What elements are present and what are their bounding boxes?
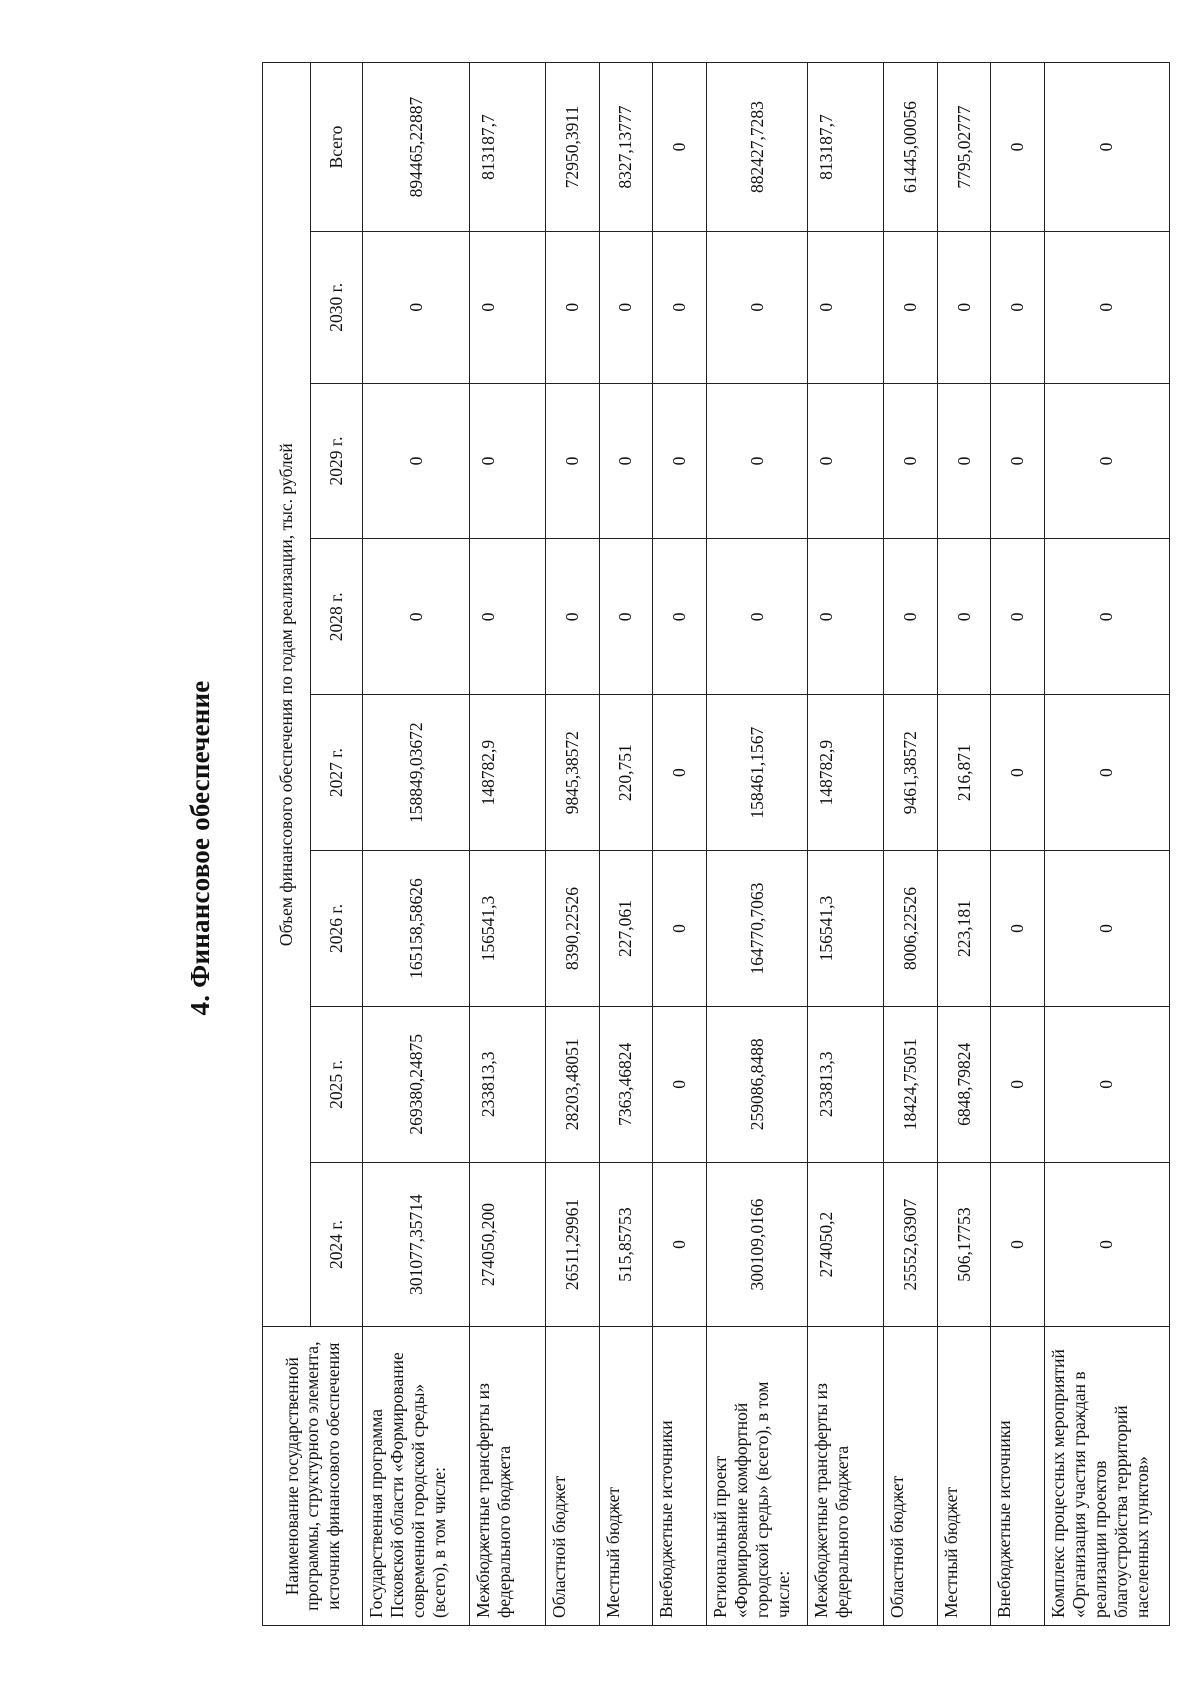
cell-value: 0 [1044, 539, 1169, 695]
table-row [653, 63, 707, 1626]
cell-value: 25552,63907 [884, 1162, 938, 1327]
table-body [363, 63, 1170, 1626]
cell-total: 72950,3911 [546, 63, 600, 232]
section-title: 4. Финансовое обеспечение [185, 680, 215, 1016]
cell-value: 165158,58626 [363, 851, 470, 1007]
cell-value: 274050,2 [808, 1162, 884, 1327]
cell-value: 0 [363, 383, 470, 539]
cell-value: 0 [884, 383, 938, 539]
cell-value: 0 [363, 539, 470, 695]
header-group-title: Объем финансового обеспечения по годам реализации, тыс. рублей [263, 63, 311, 1327]
cell-value: 0 [1044, 695, 1169, 851]
row-source-name: Межбюджетные трансферты из федерального бюджета [808, 1327, 884, 1626]
cell-value: 0 [653, 851, 707, 1007]
cell-value: 0 [653, 232, 707, 384]
cell-value: 0 [808, 383, 884, 539]
cell-value: 515,85753 [599, 1162, 653, 1327]
cell-total: 813187,7 [808, 63, 884, 232]
row-source-name: Межбюджетные трансферты из федерального бюджета [470, 1327, 546, 1626]
cell-total: 813187,7 [470, 63, 546, 232]
table-row [808, 63, 884, 1626]
cell-value: 301077,35714 [363, 1162, 470, 1327]
table-row [599, 63, 653, 1626]
cell-value: 0 [599, 232, 653, 384]
cell-value: 0 [599, 383, 653, 539]
cell-total: 61445,00056 [884, 63, 938, 232]
row-source-name: Внебюджетные источники [991, 1327, 1045, 1626]
cell-value: 274050,200 [470, 1162, 546, 1327]
cell-total: 894465,22887 [363, 63, 470, 232]
cell-value: 28203,48051 [546, 1006, 600, 1162]
table-row [363, 63, 470, 1626]
cell-value: 0 [991, 1162, 1045, 1327]
financing-table [262, 62, 1170, 1626]
row-source-name: Областной бюджет [884, 1327, 938, 1626]
row-source-name: Региональный проект «Формирование комфортной городской среды» (всего), в том числе: [706, 1327, 808, 1626]
cell-value: 0 [884, 539, 938, 695]
cell-value: 0 [546, 383, 600, 539]
cell-value: 0 [653, 1162, 707, 1327]
cell-value: 233813,3 [470, 1006, 546, 1162]
table-row [991, 63, 1045, 1626]
cell-value: 158461,1567 [706, 695, 808, 851]
cell-value: 6848,79824 [937, 1006, 991, 1162]
cell-value: 506,17753 [937, 1162, 991, 1327]
cell-value: 0 [884, 232, 938, 384]
cell-value: 269380,24875 [363, 1006, 470, 1162]
cell-total: 0 [991, 63, 1045, 232]
cell-value: 7363,46824 [599, 1006, 653, 1162]
cell-value: 18424,75051 [884, 1006, 938, 1162]
cell-value: 0 [546, 539, 600, 695]
header-year: 2026 г. [311, 851, 363, 1007]
cell-value: 0 [363, 232, 470, 384]
cell-value: 0 [991, 695, 1045, 851]
header-total: Всего [311, 63, 363, 232]
cell-value: 220,751 [599, 695, 653, 851]
row-source-name: Комплекс процессных мероприятий «Организация участия граждан в реализации проектов благоустройства территорий населенных пунктов» [1044, 1327, 1169, 1626]
cell-value: 148782,9 [808, 695, 884, 851]
cell-value: 0 [470, 232, 546, 384]
cell-value: 216,871 [937, 695, 991, 851]
row-source-name: Областной бюджет [546, 1327, 600, 1626]
cell-value: 9845,38572 [546, 695, 600, 851]
cell-value: 0 [706, 232, 808, 384]
cell-value: 0 [653, 539, 707, 695]
cell-value: 0 [706, 383, 808, 539]
table-row [546, 63, 600, 1626]
cell-value: 0 [808, 232, 884, 384]
cell-value: 8390,22526 [546, 851, 600, 1007]
table-row [470, 63, 546, 1626]
cell-value: 0 [653, 1006, 707, 1162]
cell-total: 8327,13777 [599, 63, 653, 232]
cell-total: 7795,02777 [937, 63, 991, 232]
row-source-name: Внебюджетные источники [653, 1327, 707, 1626]
cell-value: 0 [470, 383, 546, 539]
cell-value: 8006,22526 [884, 851, 938, 1007]
cell-total: 882427,7283 [706, 63, 808, 232]
cell-value: 26511,29961 [546, 1162, 600, 1327]
cell-value: 0 [470, 539, 546, 695]
row-source-name: Местный бюджет [599, 1327, 653, 1626]
cell-total: 0 [653, 63, 707, 232]
header-year: 2025 г. [311, 1006, 363, 1162]
cell-value: 0 [1044, 1006, 1169, 1162]
header-year: 2024 г. [311, 1162, 363, 1327]
table-row [937, 63, 991, 1626]
table-row [1044, 63, 1169, 1626]
cell-value: 227,061 [599, 851, 653, 1007]
cell-value: 0 [991, 383, 1045, 539]
header-year: 2027 г. [311, 695, 363, 851]
cell-value: 0 [653, 383, 707, 539]
cell-value: 0 [599, 539, 653, 695]
cell-value: 0 [1044, 383, 1169, 539]
cell-value: 0 [991, 851, 1045, 1007]
cell-value: 148782,9 [470, 695, 546, 851]
cell-value: 233813,3 [808, 1006, 884, 1162]
row-source-name: Местный бюджет [937, 1327, 991, 1626]
cell-value: 0 [808, 539, 884, 695]
cell-value: 300109,0166 [706, 1162, 808, 1327]
cell-value: 0 [937, 232, 991, 384]
cell-value: 0 [1044, 1162, 1169, 1327]
table-row [706, 63, 808, 1626]
cell-value: 158849,03672 [363, 695, 470, 851]
cell-value: 9461,38572 [884, 695, 938, 851]
cell-value: 0 [546, 232, 600, 384]
cell-value: 0 [991, 232, 1045, 384]
cell-value: 0 [937, 383, 991, 539]
row-source-name: Государственная программа Псковской области «Формирование современной городской среды» (всего), в том числе: [363, 1327, 470, 1626]
cell-value: 0 [991, 539, 1045, 695]
cell-value: 156541,3 [470, 851, 546, 1007]
cell-value: 0 [991, 1006, 1045, 1162]
header-name-column: Наименование государственной программы, структурного элемента, источник финансового обеспечения [263, 1327, 363, 1626]
cell-value: 0 [1044, 851, 1169, 1007]
header-year: 2029 г. [311, 383, 363, 539]
cell-value: 259086,8488 [706, 1006, 808, 1162]
cell-value: 0 [653, 695, 707, 851]
table-row [884, 63, 938, 1626]
cell-value: 0 [937, 539, 991, 695]
cell-value: 156541,3 [808, 851, 884, 1007]
header-year: 2030 г. [311, 232, 363, 384]
header-year: 2028 г. [311, 539, 363, 695]
cell-value: 0 [706, 539, 808, 695]
cell-value: 0 [1044, 232, 1169, 384]
cell-value: 223,181 [937, 851, 991, 1007]
cell-value: 164770,7063 [706, 851, 808, 1007]
cell-total: 0 [1044, 63, 1169, 232]
